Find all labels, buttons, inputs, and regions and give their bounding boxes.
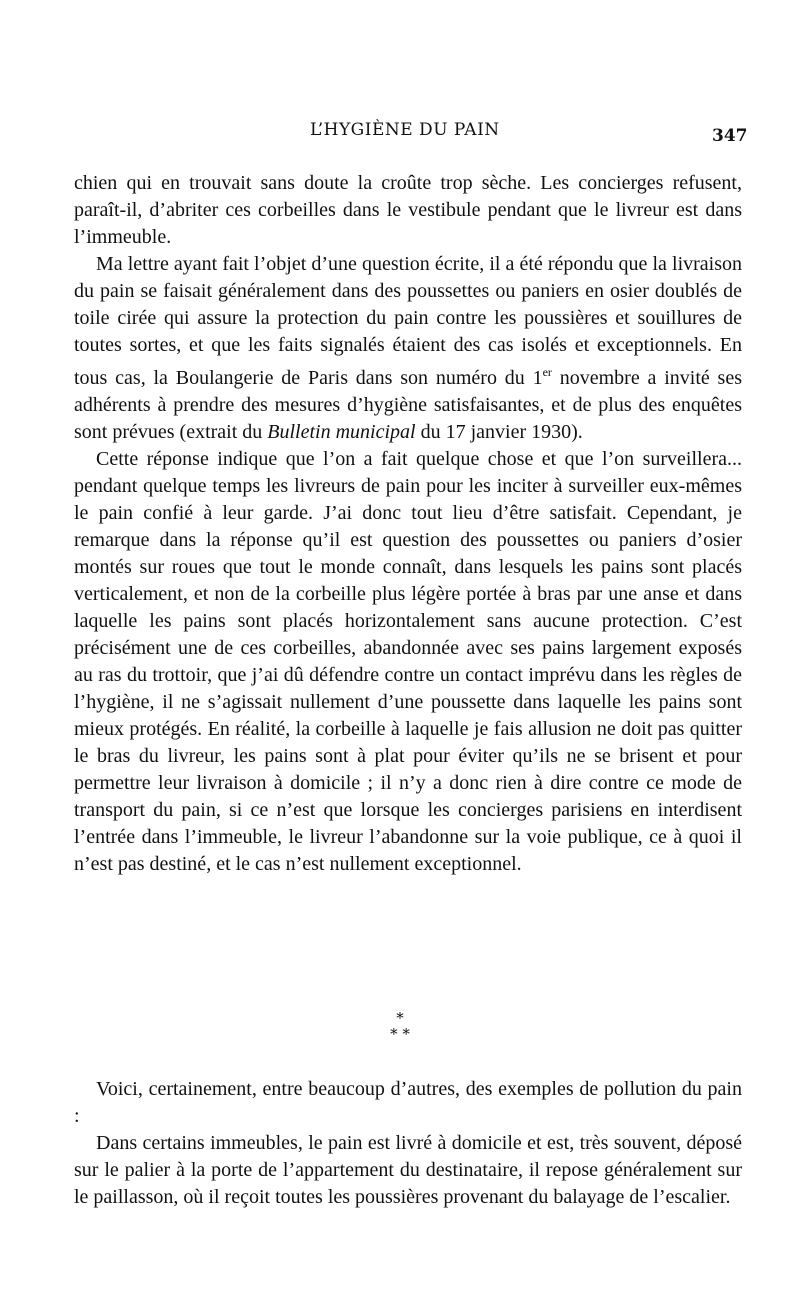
paragraph-response-analysis: Cette réponse indique que l’on a fait quelque chose et que l’on surveillera... pendant quelque temps les livreurs de pain pour les inciter à surveiller eux-mêmes le pain confié à leur garde. J’ai donc tout lieu d’être satisfait. Cependant, je remarque dans la réponse qu’il est question des poussettes ou paniers d’osier montés sur roues que tout le monde connaît, dans lesquels les pains sont placés verticalement, et non de la corbeille plus légère portée à bras par une anse et dans laquelle les pains sont placés horizontalement sans aucune protection. C’est précisément une de ces corbeilles, abandonnée avec ses pains largement exposés au ras du trottoir, que j’ai dû défendre contre un contact imprévu dans les règles de l’hygiène, il ne s’agissait nullement d’une poussette dans laquelle les pains sont mieux protégés. En réalité, la corbeille à laquelle je fais allusion ne doit pas quitter le bras du livreur, les pains sont à plat pour éviter qu’ils ne se brisent et pour permettre leur livraison à domicile ; il n’y a donc rien à dire contre ce mode de transport du pain, si ce n’est que lorsque les concierges parisiens en interdisent l’entrée dans l’immeuble, le livreur l’abandonne sur la voie publique, ce à quoi il n’est pas destiné, et le cas n’est nullement exceptionnel.	[74, 448, 742, 875]
paragraph-continued: chien qui en trouvait sans doute la croûte trop sèche. Les concierges refusent, paraît-il, d’abriter ces corbeilles dans le vestibule pendant que le livreur est dans l’immeuble.	[74, 172, 742, 248]
paragraph-reply-middle: novembre a invité ses adhérents à prendre des mesures d’hygiène satisfaisantes, et de plus des enquêtes sont prévues (extrait du	[74, 367, 743, 443]
page-number: 347	[712, 126, 748, 146]
paragraph-reply-text: Ma lettre ayant fait l’objet d’une question écrite, il a été répondu que la livraison du pain se faisait généralement dans des poussettes ou paniers en osier doublés de toile cirée qui assure la protection du pain contre les poussières et souillures de toutes sortes, et que les faits signalés étaient des cas isolés et exceptionnels. En tous cas, la Boulangerie de Paris dans son numéro du	[74, 253, 742, 389]
ordinal-number: 1	[532, 367, 543, 389]
asterism-bottom: * *	[390, 1025, 410, 1043]
bulletin-title: Bulletin municipal	[267, 421, 416, 443]
paragraph-examples-intro: Voici, certainement, entre beaucoup d’autres, des exemples de pollution du pain :	[74, 1078, 742, 1127]
paragraph-example-landing: Dans certains immeubles, le pain est livré à domicile et est, très souvent, déposé sur le palier à la porte de l’appartement du destinataire, il repose généralement sur le paillasson, où il reçoit toutes les poussières provenant du balayage de l’escalier.	[74, 1132, 742, 1208]
running-title: L’HYGIÈNE DU PAIN	[310, 120, 500, 140]
running-header	[0, 120, 800, 150]
main-text-block	[74, 170, 742, 878]
ordinal-suffix: er	[542, 365, 552, 379]
paragraph-reply-end: du 17 janvier 1930).	[415, 421, 583, 443]
second-text-block	[74, 1076, 742, 1211]
asterism-top: *	[396, 1009, 404, 1027]
asterism-divider	[372, 1010, 428, 1060]
paragraph-reply	[74, 251, 742, 446]
